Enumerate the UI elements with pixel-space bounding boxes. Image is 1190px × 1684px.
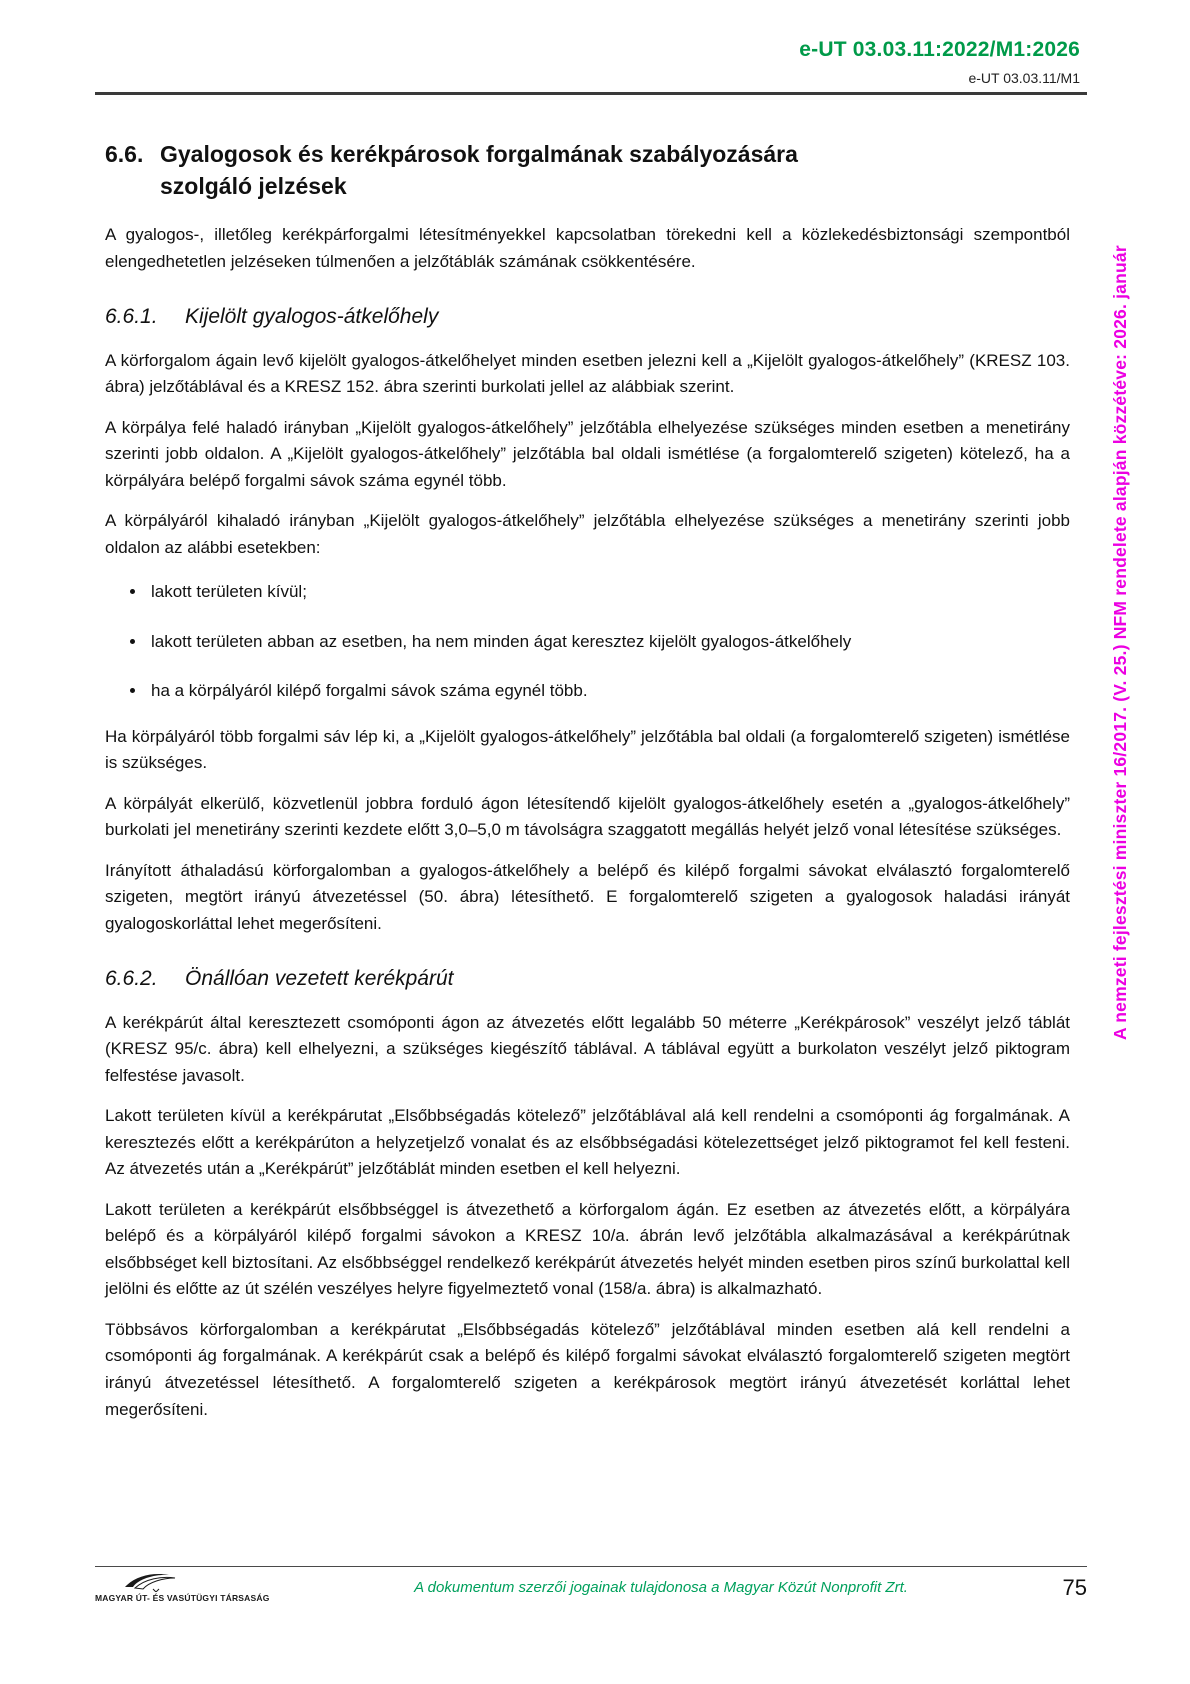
society-logo-text: MAGYAR ÚT- ÉS VASÚTÜGYI TÁRSASÁG (95, 1593, 270, 1603)
subsection-title: Önállóan vezetett kerékpárút (185, 967, 454, 991)
header-rule (95, 92, 1087, 95)
list-item-text: lakott területen kívül; (151, 582, 307, 602)
doc-code: e-UT 03.03.11:2022/M1:2026 (799, 38, 1080, 61)
paragraph: Lakott területen a kerékpárút elsőbbséggel is átvezethető a körforgalom ágán. Ez esetben az átvezetés előtt, a körpályára belépő és a körpályáról kilépő forgalmi sávokon a KRESZ 10/a. ábrán levő jelzőtábla alkalmazásával a kerékpárútnak elsőbbséget kell biztosítani. Az elsőbbséggel rendelkező kerékpárút átvezetés helyét minden esetben piros színű burkolattal kell jelölni és előtte az út szélén veszélyes helyre figyelmeztető vonal (158/a. ábra) is alkalmazható. (105, 1199, 1070, 1299)
road-swoosh-icon (123, 1572, 187, 1592)
society-logo (95, 1572, 295, 1603)
list-item-text: lakott területen abban az esetben, ha nem minden ágat keresztez kijelölt gyalogos-átkelőhely (151, 631, 852, 651)
publication-side-note: A nemzeti fejlesztési miniszter 16/2017. (V. 25.) NFM rendelete alapján közzétéve: 2026. január (1110, 245, 1130, 1040)
copyright-note: A dokumentum szerzői jogainak tulajdonosa a Magyar Közút Nonprofit Zrt. (414, 1579, 908, 1596)
paragraph: A gyalogos-, illetőleg kerékpárforgalmi létesítményekkel kapcsolatban törekedni kell a közlekedésbiztonsági szempontból elengedhetetlen jelzéseken túlmenően a jelzőtáblák számának csökkentésére. (105, 225, 1070, 271)
paragraph: Többsávos körforgalomban a kerékpárutat „Elsőbbségadás kötelező” jelzőtáblával minden esetben alá kell rendelni a csomóponti ág forgalmának. A kerékpárút csak a belépő és kilépő forgalmi sávokat elválasztó forgalomterelő szigeten megtört irányú átvezetéssel létesíthető. A forgalomterelő szigeten a kerékpárosok megtört irányú átvezetését korláttal lehet megerősíteni. (105, 1319, 1070, 1419)
section-number: 6.6. (105, 141, 144, 167)
list-item (147, 678, 1070, 704)
footer-rule (95, 1566, 1087, 1567)
page-number: 75 (1062, 1574, 1087, 1600)
document-content (105, 108, 1070, 1423)
list-item-text: ha a körpályáról kilépő forgalmi sávok száma egynél több. (151, 681, 588, 701)
subsection-title: Kijelölt gyalogos-átkelőhely (185, 305, 439, 329)
page-footer (95, 1566, 1087, 1603)
list-item (147, 629, 1070, 655)
list-item (147, 579, 1070, 605)
paragraph: A körpálya felé haladó irányban „Kijelölt gyalogos-átkelőhely” jelzőtábla elhelyezése szükséges minden esetben a menetirány szerinti jobb oldalon. A „Kijelölt gyalogos-átkelőhely” jelzőtábla bal oldali ismétlése (a forgalomterelő szigeten) kötelező, ha a körpályára belépő forgalmi sávok száma egynél több. (105, 417, 1070, 490)
section-6-6-2-heading (105, 965, 1070, 993)
section-6-6-heading (105, 138, 1070, 202)
paragraph: Ha körpályáról több forgalmi sáv lép ki, a „Kijelölt gyalogos-átkelőhely” jelzőtábla bal oldali (a forgalomterelő szigeten) ismétlése is szükséges. (105, 726, 1070, 773)
subsection-number: 6.6.2. (105, 967, 158, 991)
page-header (0, 0, 1190, 95)
paragraph: A kerékpárút által keresztezett csomóponti ágon az átvezetés előtt legalább 50 méterre „Kerékpárosok” veszélyt jelző táblát (KRESZ 95/c. ábra) kell elhelyezni, a szükséges kiegészítő táblával. A táblával együtt a burkolaton veszélyt jelző piktogram felfestése javasolt. (105, 1012, 1070, 1085)
bullet-list (105, 579, 1070, 704)
paragraph: Irányított áthaladású körforgalomban a gyalogos-átkelőhely a belépő és kilépő forgalmi sávokat elválasztó forgalomterelő szigeten, megtört irányú átvezetéssel (50. ábra) létesíthető. E forgalomterelő szigeten a gyalogosok haladási irányát gyalogoskorláttal lehet megerősíteni. (105, 860, 1070, 933)
paragraph: A körpályáról kihaladó irányban „Kijelölt gyalogos-átkelőhely” jelzőtábla elhelyezése szükséges a menetirány szerinti jobb oldalon az alábbi esetekben: (105, 511, 1070, 557)
paragraph: A körpályát elkerülő, közvetlenül jobbra forduló ágon létesítendő kijelölt gyalogos-átkelőhely esetén a „gyalogos-átkelőhely” burkolati jel menetirány szerinti kezdete előtt 3,0–5,0 m távolságra szaggatott megállás helyét jelző vonal létesítése szükséges. (105, 793, 1070, 840)
doc-code-short: e-UT 03.03.11/M1 (968, 70, 1080, 86)
paragraph: A körforgalom ágain levő kijelölt gyalogos-átkelőhelyet minden esetben jelezni kell a „Kijelölt gyalogos-átkelőhely” (KRESZ 103. ábra) jelzőtáblával és a KRESZ 152. ábra szerinti burkolati jellel az alábbiak szerint. (105, 350, 1070, 397)
subsection-number: 6.6.1. (105, 305, 158, 329)
section-title: Gyalogosok és kerékpárosok forgalmának szabályozására szolgáló jelzések (160, 141, 798, 200)
footer-row (95, 1572, 1087, 1603)
paragraph: Lakott területen kívül a kerékpárutat „Elsőbbségadás kötelező” jelzőtáblával alá kell rendelni a csomóponti ág forgalmának. A keresztezés előtt a kerékpárúton a helyzetjelző vonalat és az elsőbbségadási kötelezettséget jelző piktogramot fel kell festeni. Az átvezetés után a „Kerékpárút” jelzőtáblát minden esetben el kell helyezni. (105, 1106, 1070, 1179)
section-6-6-1-heading (105, 303, 1070, 331)
